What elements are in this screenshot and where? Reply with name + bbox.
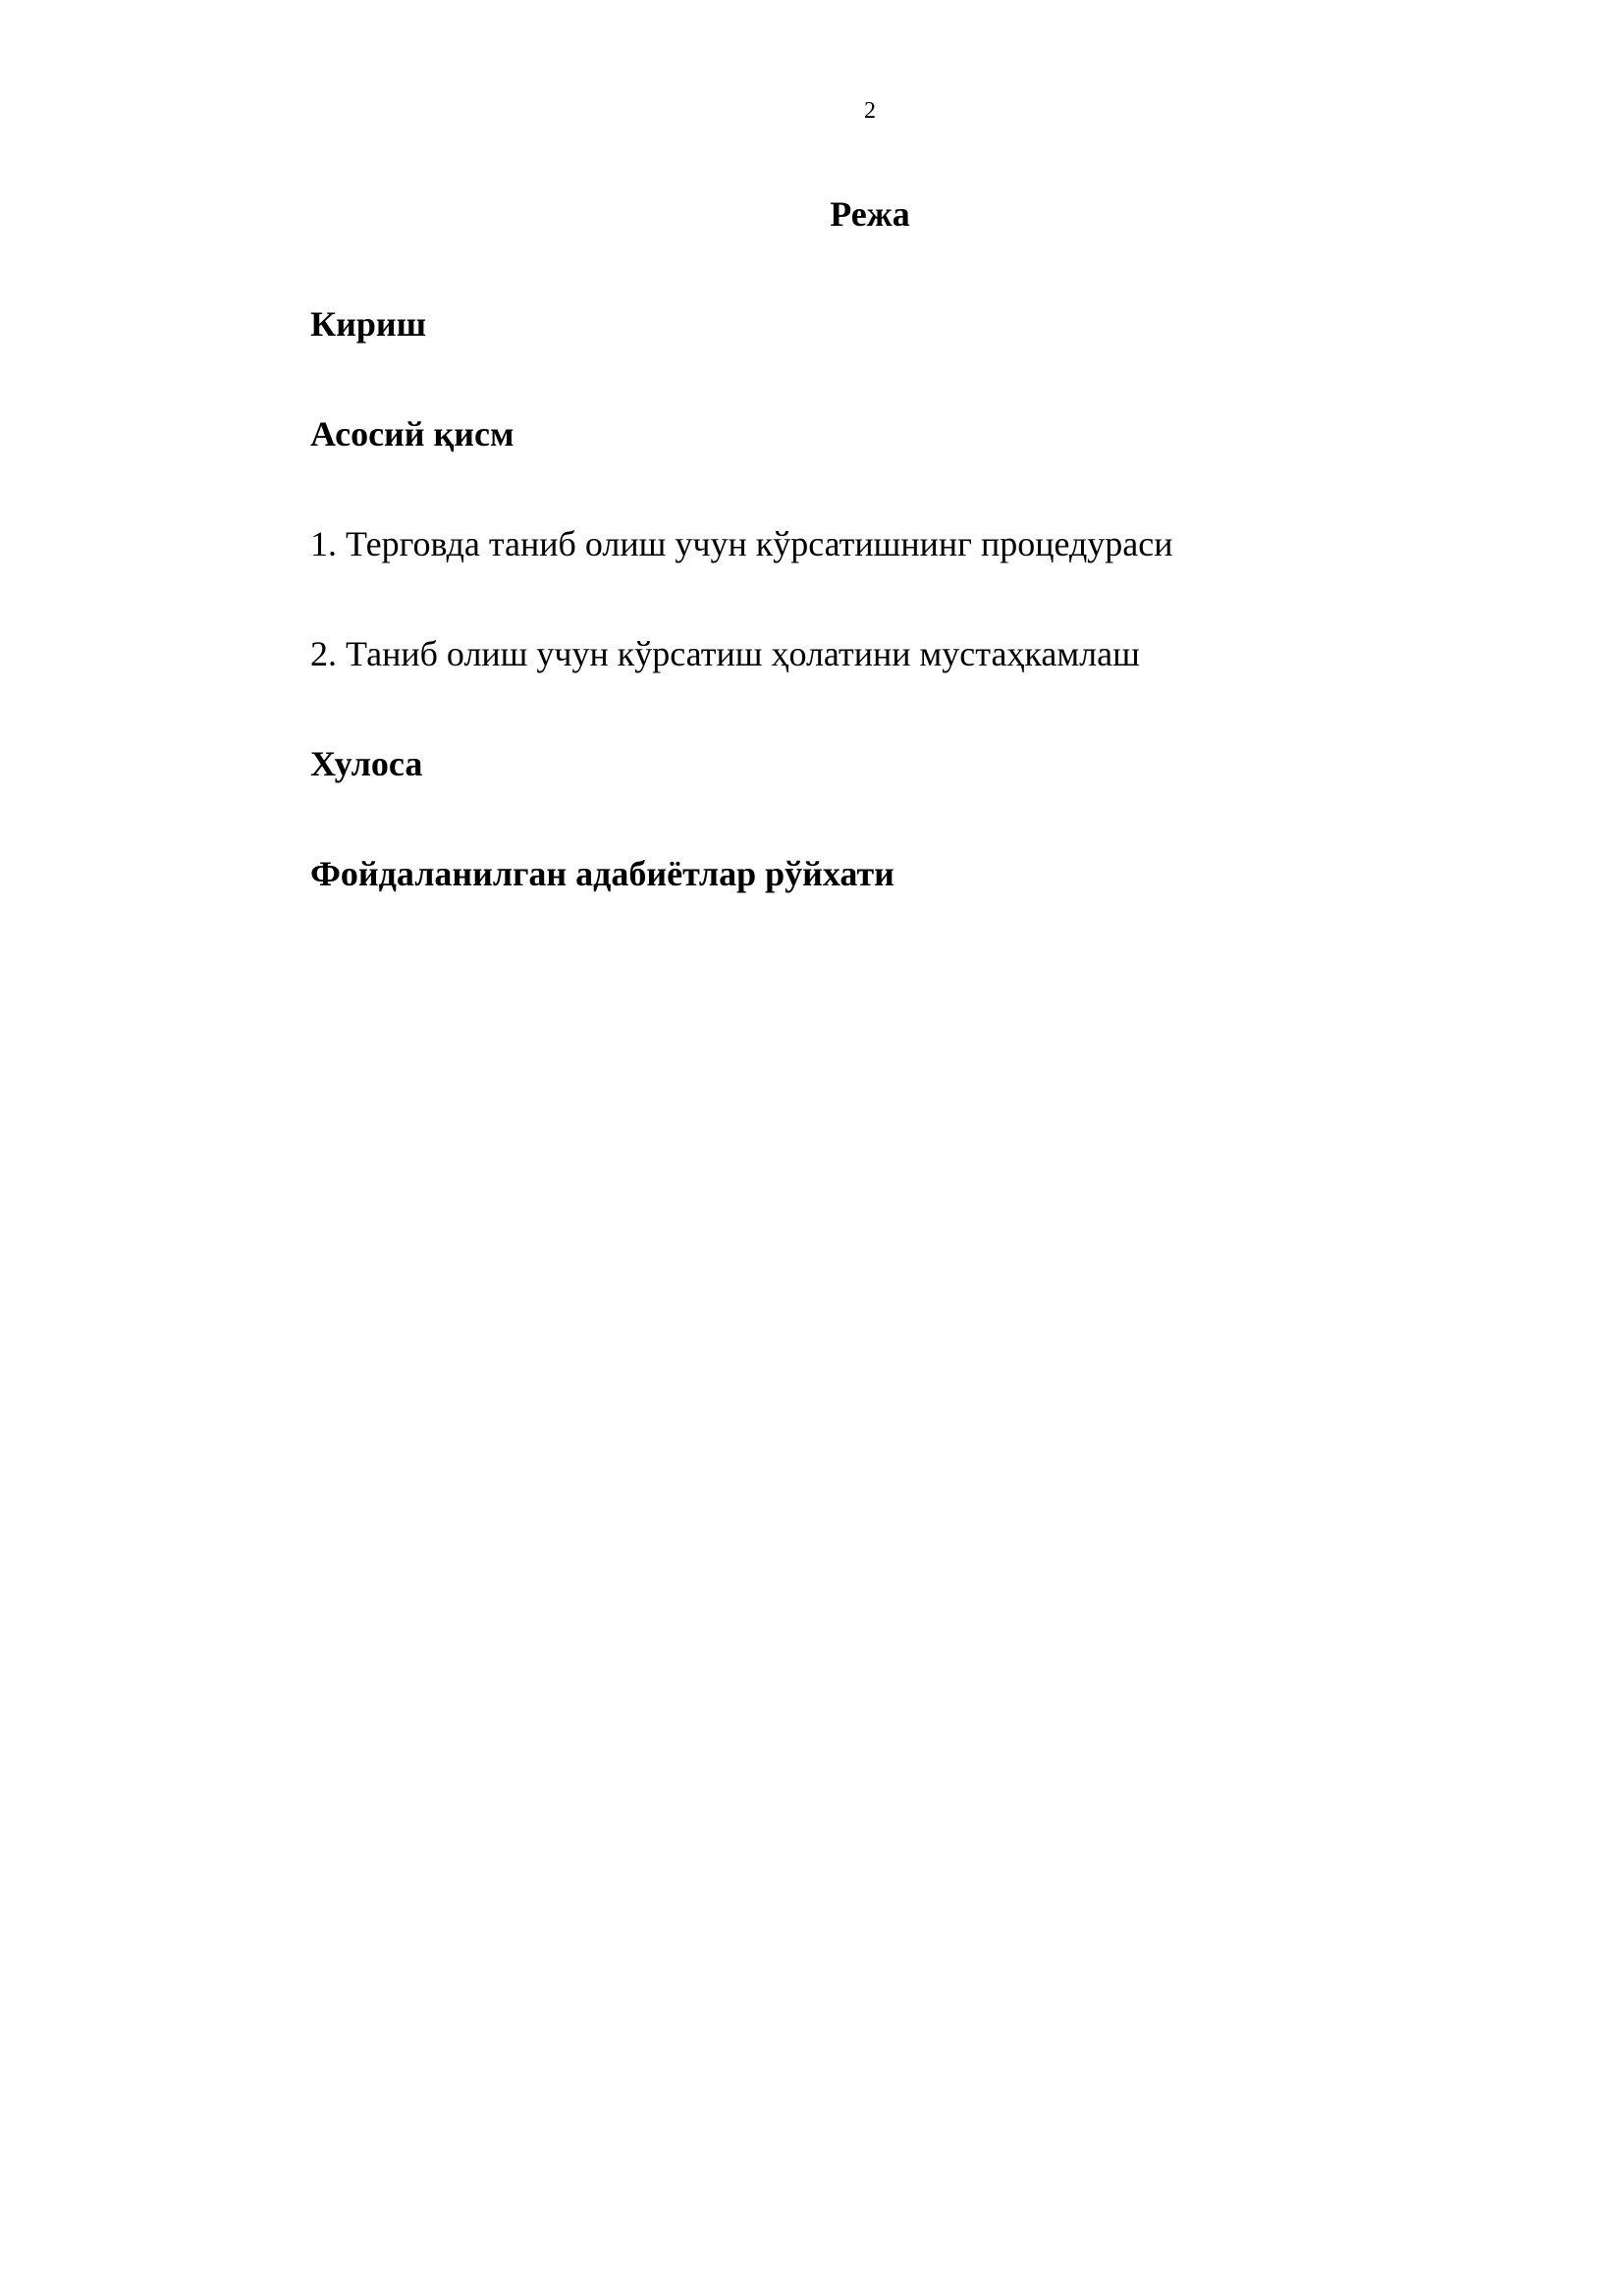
plan-item-section-2: 2. Таниб олиш учун кўрсатиш ҳолатини мустаҳкамлаш <box>310 634 1140 673</box>
page-title: Режа <box>830 194 910 234</box>
plan-item-introduction: Кириш <box>310 304 427 344</box>
plan-item-section-1: 1. Терговда таниб олиш учун кўрсатишнинг процедураси <box>310 524 1173 563</box>
plan-item-conclusion: Хулоса <box>310 744 423 783</box>
plan-list <box>310 302 1489 962</box>
plan-item-main-part: Асосий қисм <box>310 414 514 454</box>
plan-item-references: Фойдаланилган адабиётлар рўйхати <box>310 854 894 893</box>
page-number: 2 <box>864 98 876 124</box>
